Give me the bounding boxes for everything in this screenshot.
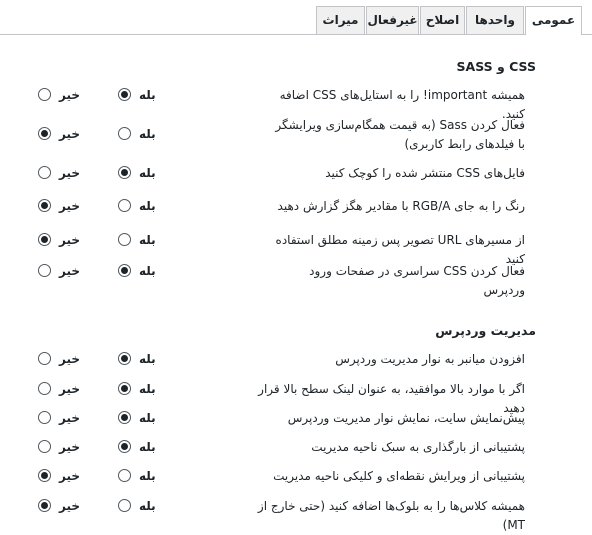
yes-radio[interactable] — [118, 499, 131, 512]
setting-label: فایل‌های CSS منتشر شده را کوچک کنید — [325, 166, 525, 180]
yes-label: بله — [139, 263, 156, 278]
no-label: خیر — [59, 263, 81, 278]
yes-label: بله — [139, 439, 156, 454]
yes-label: بله — [139, 381, 156, 396]
no-radio[interactable] — [38, 411, 51, 424]
yes-radio[interactable] — [118, 352, 131, 365]
tab-legacy[interactable]: میراث — [316, 6, 365, 34]
yes-radio[interactable] — [118, 88, 131, 101]
no-option[interactable] — [38, 165, 80, 180]
setting-label: همیشه کلاس‌ها را به بلوک‌ها اضافه کنید (حتی خارج از MT) — [257, 499, 525, 532]
no-label: خیر — [59, 126, 81, 141]
yes-radio[interactable] — [118, 264, 131, 277]
no-label: خیر — [59, 351, 81, 366]
yes-radio[interactable] — [118, 166, 131, 179]
yes-option[interactable] — [118, 498, 156, 513]
no-option[interactable] — [38, 87, 80, 102]
yes-label: بله — [139, 351, 156, 366]
yes-option[interactable] — [118, 351, 156, 366]
no-option[interactable] — [38, 126, 80, 141]
no-option[interactable] — [38, 468, 80, 483]
no-option[interactable] — [38, 381, 80, 396]
no-label: خیر — [59, 232, 81, 247]
setting-label: فعال کردن Sass (به قیمت همگام‌سازی ویرایشگر با فیلدهای رابط کاربری) — [275, 118, 525, 151]
yes-label: بله — [139, 126, 156, 141]
yes-radio[interactable] — [118, 411, 131, 424]
setting-label: از مسیرهای URL تصویر پس زمینه مطلق استفاده کنید — [275, 233, 525, 266]
no-label: خیر — [59, 498, 81, 513]
tab-general[interactable]: عمومی — [525, 6, 582, 35]
no-label: خیر — [59, 198, 81, 213]
yes-radio[interactable] — [118, 469, 131, 482]
no-label: خیر — [59, 410, 81, 425]
section-title-wp-admin: مدیریت وردپرس — [435, 323, 536, 338]
no-label: خیر — [59, 87, 81, 102]
no-radio[interactable] — [38, 233, 51, 246]
yes-radio[interactable] — [118, 233, 131, 246]
yes-option[interactable] — [118, 165, 156, 180]
yes-option[interactable] — [118, 468, 156, 483]
yes-option[interactable] — [118, 410, 156, 425]
yes-radio[interactable] — [118, 382, 131, 395]
no-label: خیر — [59, 165, 81, 180]
no-radio[interactable] — [38, 166, 51, 179]
yes-label: بله — [139, 498, 156, 513]
yes-option[interactable] — [118, 263, 156, 278]
no-option[interactable] — [38, 351, 80, 366]
setting-label: پشتیبانی از بارگذاری به سبک ناحیه مدیریت — [311, 440, 525, 454]
no-option[interactable] — [38, 198, 80, 213]
yes-label: بله — [139, 165, 156, 180]
yes-radio[interactable] — [118, 127, 131, 140]
yes-option[interactable] — [118, 232, 156, 247]
no-label: خیر — [59, 468, 81, 483]
yes-label: بله — [139, 198, 156, 213]
no-option[interactable] — [38, 410, 80, 425]
yes-option[interactable] — [118, 87, 156, 102]
no-radio[interactable] — [38, 499, 51, 512]
yes-label: بله — [139, 87, 156, 102]
no-radio[interactable] — [38, 440, 51, 453]
setting-label: پیش‌نمایش سایت، نمایش نوار مدیریت وردپرس — [287, 411, 525, 425]
no-label: خیر — [59, 439, 81, 454]
yes-label: بله — [139, 232, 156, 247]
tab-units[interactable]: واحدها — [466, 6, 524, 34]
tab-modify[interactable]: اصلاح — [420, 6, 465, 34]
no-option[interactable] — [38, 498, 80, 513]
setting-label: اگر با موارد بالا موافقید، به عنوان لینک سطح بالا قرار دهید — [258, 382, 525, 415]
no-option[interactable] — [38, 439, 80, 454]
no-option[interactable] — [38, 263, 80, 278]
yes-radio[interactable] — [118, 440, 131, 453]
no-radio[interactable] — [38, 88, 51, 101]
no-radio[interactable] — [38, 469, 51, 482]
no-label: خیر — [59, 381, 81, 396]
setting-label: پشتیبانی از ویرایش نقطه‌ای و کلیکی ناحیه مدیریت — [273, 469, 525, 483]
setting-label: فعال کردن CSS سراسری در صفحات ورود وردپرس — [309, 264, 525, 297]
yes-option[interactable] — [118, 381, 156, 396]
tab-bar — [0, 0, 592, 35]
yes-option[interactable] — [118, 439, 156, 454]
yes-label: بله — [139, 410, 156, 425]
setting-label: افزودن میانبر به نوار مدیریت وردپرس — [335, 352, 525, 366]
yes-radio[interactable] — [118, 199, 131, 212]
section-title-css-sass: CSS و SASS — [456, 59, 536, 74]
setting-label: رنگ را به جای RGB/A با مقادیر هگز گزارش دهید — [277, 199, 525, 213]
no-option[interactable] — [38, 232, 80, 247]
no-radio[interactable] — [38, 382, 51, 395]
setting-label: همیشه important! را به استایل‌های CSS اضافه کنید. — [279, 88, 525, 121]
no-radio[interactable] — [38, 264, 51, 277]
yes-label: بله — [139, 468, 156, 483]
no-radio[interactable] — [38, 127, 51, 140]
yes-option[interactable] — [118, 126, 156, 141]
yes-option[interactable] — [118, 198, 156, 213]
no-radio[interactable] — [38, 199, 51, 212]
tab-inactive[interactable]: غیرفعال — [366, 6, 419, 34]
no-radio[interactable] — [38, 352, 51, 365]
